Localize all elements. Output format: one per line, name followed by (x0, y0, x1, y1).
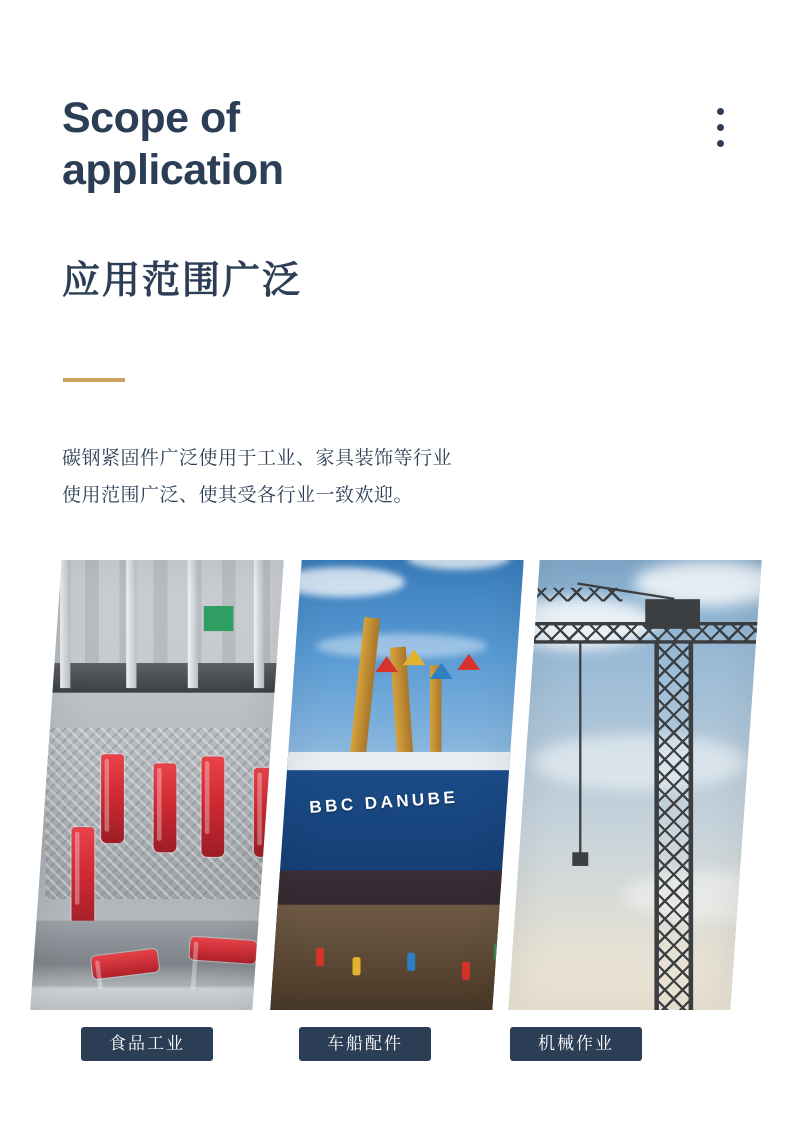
page-title-line1: Scope of (62, 94, 240, 142)
photo-food-industry[interactable] (30, 560, 283, 1010)
ship-name-text: BBC DANUBE (308, 787, 459, 818)
crane-jib-top-chord (518, 622, 762, 625)
pipe-4 (254, 560, 264, 688)
image-gallery (46, 560, 746, 1015)
page-title-line2: application (62, 146, 284, 194)
machine-base (30, 989, 283, 1010)
photo-ship-content (270, 560, 523, 1010)
red-pouch-flat (189, 937, 257, 964)
red-pouch (254, 768, 277, 857)
hull-stripe (270, 752, 523, 770)
description-line-1: 碳钢紧固件广泛使用于工业、家具装饰等行业 (62, 448, 453, 469)
control-panel-light (204, 606, 234, 631)
description-text (62, 440, 452, 514)
worker (407, 953, 415, 971)
more-vertical-icon[interactable] (716, 108, 724, 147)
flag (375, 656, 398, 672)
description-line-2: 使用范围广泛、使其受各行业一致欢迎。 (62, 485, 414, 506)
red-pouch (72, 827, 95, 932)
crane-mast-chord (654, 643, 659, 1011)
pipe-1 (60, 560, 70, 688)
pipe-2 (126, 560, 136, 688)
dot-1 (717, 108, 724, 115)
accent-divider (63, 378, 125, 382)
crane-counter-jib (513, 588, 622, 602)
flag (430, 663, 453, 679)
hoist-cable (579, 643, 581, 855)
red-pouch (201, 757, 224, 857)
caption-chip-mechanical-work[interactable]: 机械作业 (510, 1027, 642, 1061)
page-subtitle-cn: 应用范围广泛 (62, 260, 303, 302)
cloud (531, 734, 748, 791)
worker (462, 962, 470, 980)
photo-vehicle-ship-parts[interactable] (270, 560, 523, 1010)
crane-hook (572, 852, 588, 866)
caption-row (46, 1027, 746, 1061)
crane-cabin (645, 599, 700, 629)
dot-2 (717, 124, 724, 131)
worker (316, 948, 324, 966)
crane-mast (657, 643, 691, 1011)
flag (403, 649, 426, 665)
caption-chip-food-industry[interactable]: 食品工业 (81, 1027, 213, 1061)
worker (494, 943, 502, 961)
pipe-3 (188, 560, 198, 688)
photo-mechanical-work[interactable] (508, 560, 761, 1010)
photo-crane-content (508, 560, 761, 1010)
red-pouch (101, 754, 124, 843)
photo-food-industry-content (30, 560, 283, 1010)
header (62, 92, 752, 196)
dot-3 (717, 140, 724, 147)
cloud (280, 567, 405, 597)
crane-mast-chord (689, 643, 694, 1011)
flag (457, 654, 480, 670)
worker (353, 957, 361, 975)
caption-chip-vehicle-ship-parts[interactable]: 车船配件 (299, 1027, 431, 1061)
crane-jib-bottom-chord (518, 640, 762, 643)
shipyard-ground (270, 905, 523, 1010)
page-title (62, 92, 482, 196)
red-pouch (154, 763, 177, 852)
